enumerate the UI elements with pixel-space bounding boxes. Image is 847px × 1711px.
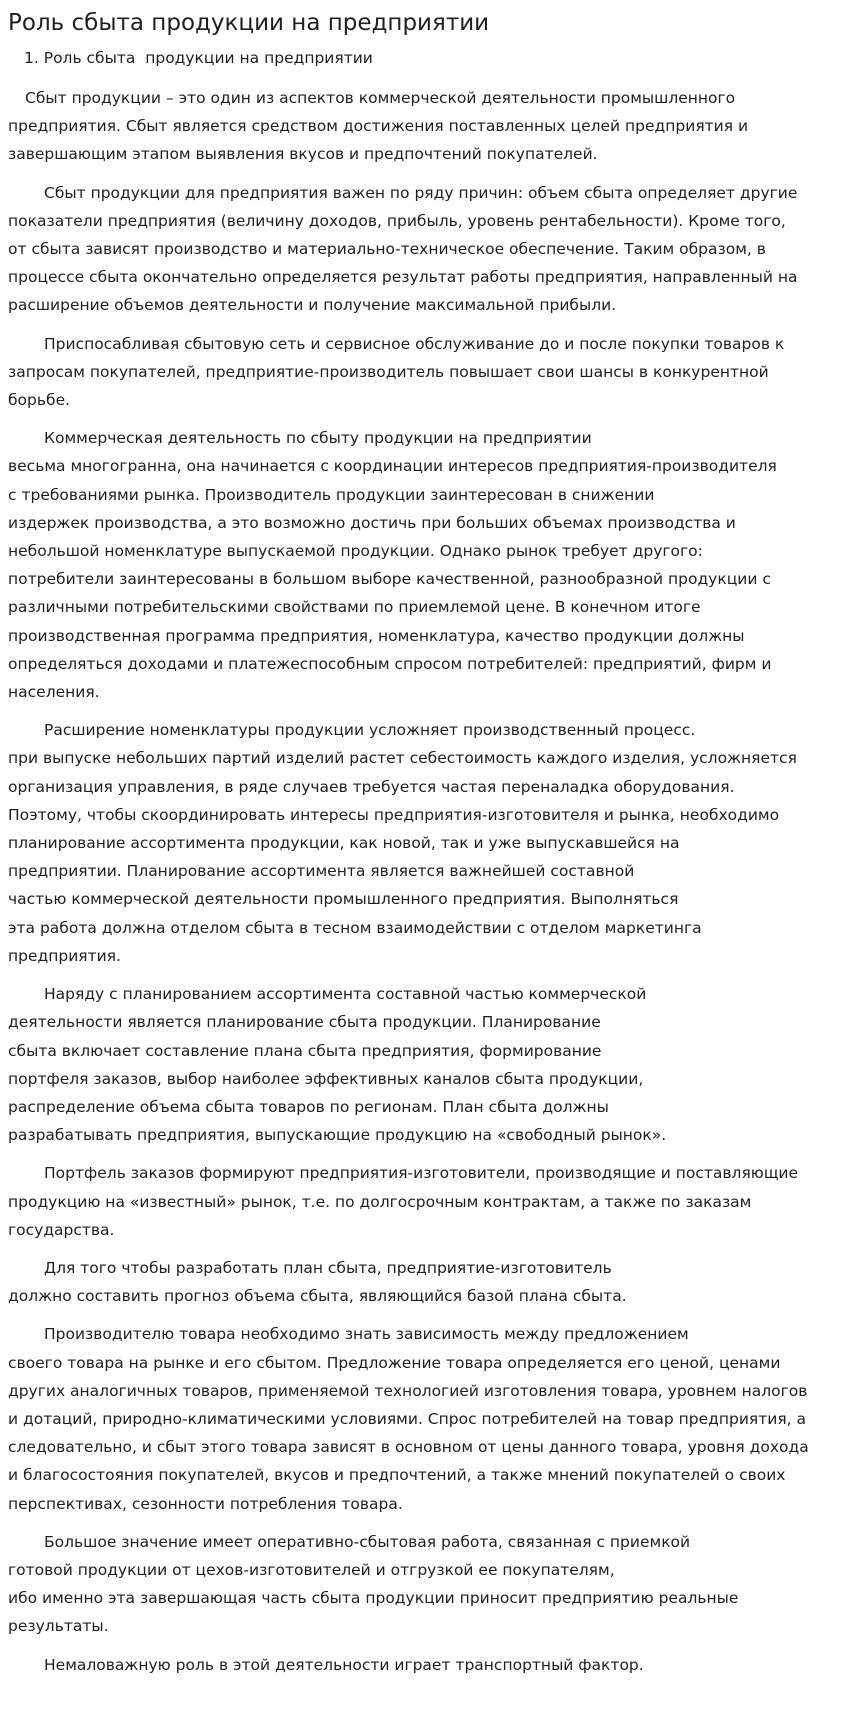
paragraph-text: Наряду с планированием ассортимента составной частью коммерческой деятельности является планирование сбыта продукции. Планирование сбыта включает составление плана сбыта предприятия, формирование портфеля заказов, выбор наиболее эффективных каналов сбыта продукции, распределение объема сбыта товаров по регионам. План сбыта должны разрабатывать предприятия, выпускающие продукцию на «свободный рынок».	[8, 985, 667, 1145]
paragraph	[8, 1651, 839, 1679]
paragraph-text: Производителю товара необходимо знать зависимость между предложением своего товара на рынке и его сбытом. Предложение товара определяется его ценой, ценами других аналогичных товаров, применяемой технологией изготовления товара, уровнем налогов и дотаций, природно-климатическими условиями. Спрос потребителей на товар предприятия, а следовательно, и сбыт этого товара зависят в основном от цены данного товара, уровня дохода и благосостояния покупателей, вкусов и предпочтений, а также мнений покупателей о своих перспективах, сезонности потребления товара.	[8, 1325, 809, 1513]
paragraph	[8, 1254, 839, 1310]
page-title: Роль сбыта продукции на предприятии	[8, 10, 490, 36]
paragraph-text: Большое значение имеет оперативно-сбытовая работа, связанная с приемкой готовой продукции от цехов-изготовителей и отгрузкой ее покупателям, ибо именно эта завершающая часть сбыта продукции приносит предприятию реальные результаты.	[8, 1532, 739, 1636]
paragraph	[8, 716, 839, 970]
paragraph-text: Для того чтобы разработать план сбыта, предприятие-изготовитель должно составить прогноз объема сбыта, являющийся базой плана сбыта.	[8, 1258, 627, 1306]
paragraph-text: Приспосабливая сбытовую сеть и сервисное обслуживание до и после покупки товаров к запросам покупателей, предприятие-производитель повышает свои шансы в конкурентной борьбе.	[8, 334, 785, 410]
paragraph	[8, 330, 839, 415]
paragraph	[8, 1159, 839, 1244]
paragraph-text: Коммерческая деятельность по сбыту продукции на предприятии весьма многогранна, она начинается с координации интересов предприятия-производителя с требованиями рынка. Производитель продукции заинтересован в снижении издержек производства, а это возможно достичь при больших объемах производства и небольшой номенклатуре выпускаемой продукции. Однако рынок требует другого: потребители заинтересованы в большом выборе качественной, разнообразной продукции с различными потребительскими свойствами по приемлемой цене. В конечном итоге производственная программа предприятия, номенклатура, качество продукции должны определяться доходами и платежеспособным спросом потребителей: предприятий, фирм и населения.	[8, 429, 777, 702]
paragraph-text: Портфель заказов формируют предприятия-изготовители, производящие и поставляющие продукцию на «известный» рынок, т.е. по долгосрочным контрактам, а также по заказам государства.	[8, 1164, 799, 1239]
paragraph	[8, 424, 839, 706]
paragraph-text: Сбыт продукции – это один из аспектов коммерческой деятельности промышленного предприятия. Сбыт является средством достижения поставленных целей предприятия и завершающим этапом выявления вкусов и предпочтений покупателей.	[8, 89, 749, 164]
table-of-contents	[8, 46, 839, 71]
paragraph	[8, 1528, 839, 1641]
paragraph-text: Немаловажную роль в этой деятельности играет транспортный фактор.	[44, 1655, 644, 1674]
paragraph	[8, 980, 839, 1149]
paragraph-text: Расширение номенклатуры продукции усложняет производственный процесс. при выпуске небольших партий изделий растет себестоимость каждого изделия, усложняется организация управления, в ряде случаев требуется частая переналадка оборудования. Поэтому, чтобы скоординировать интересы предприятия-изготовителя и рынка, необходимо планирование ассортимента продукции, как новой, так и уже выпускавшейся на предприятии. Планирование ассортимента является важнейшей составной частью коммерческой деятельности промышленного предприятия. Выполняться эта работа должна отделом сбыта в тесном взаимодействии с отделом маркетинга предприятия.	[8, 721, 797, 965]
paragraph	[8, 84, 839, 169]
paragraph-text: Сбыт продукции для предприятия важен по ряду причин: объем сбыта определяет другие показатели предприятия (величину доходов, прибыль, уровень рентабельности). Кроме того, от сбыта зависят производство и материально-техническое обеспечение. Таким образом, в процессе сбыта окончательно определяется результат работы предприятия, направленный на расширение объемов деятельности и получение максимальной прибыли.	[8, 183, 798, 315]
document-body	[8, 84, 839, 1679]
paragraph	[8, 179, 839, 320]
paragraph	[8, 1320, 839, 1517]
toc-item[interactable]: 1. Роль сбыта продукции на предприятии	[24, 49, 373, 67]
